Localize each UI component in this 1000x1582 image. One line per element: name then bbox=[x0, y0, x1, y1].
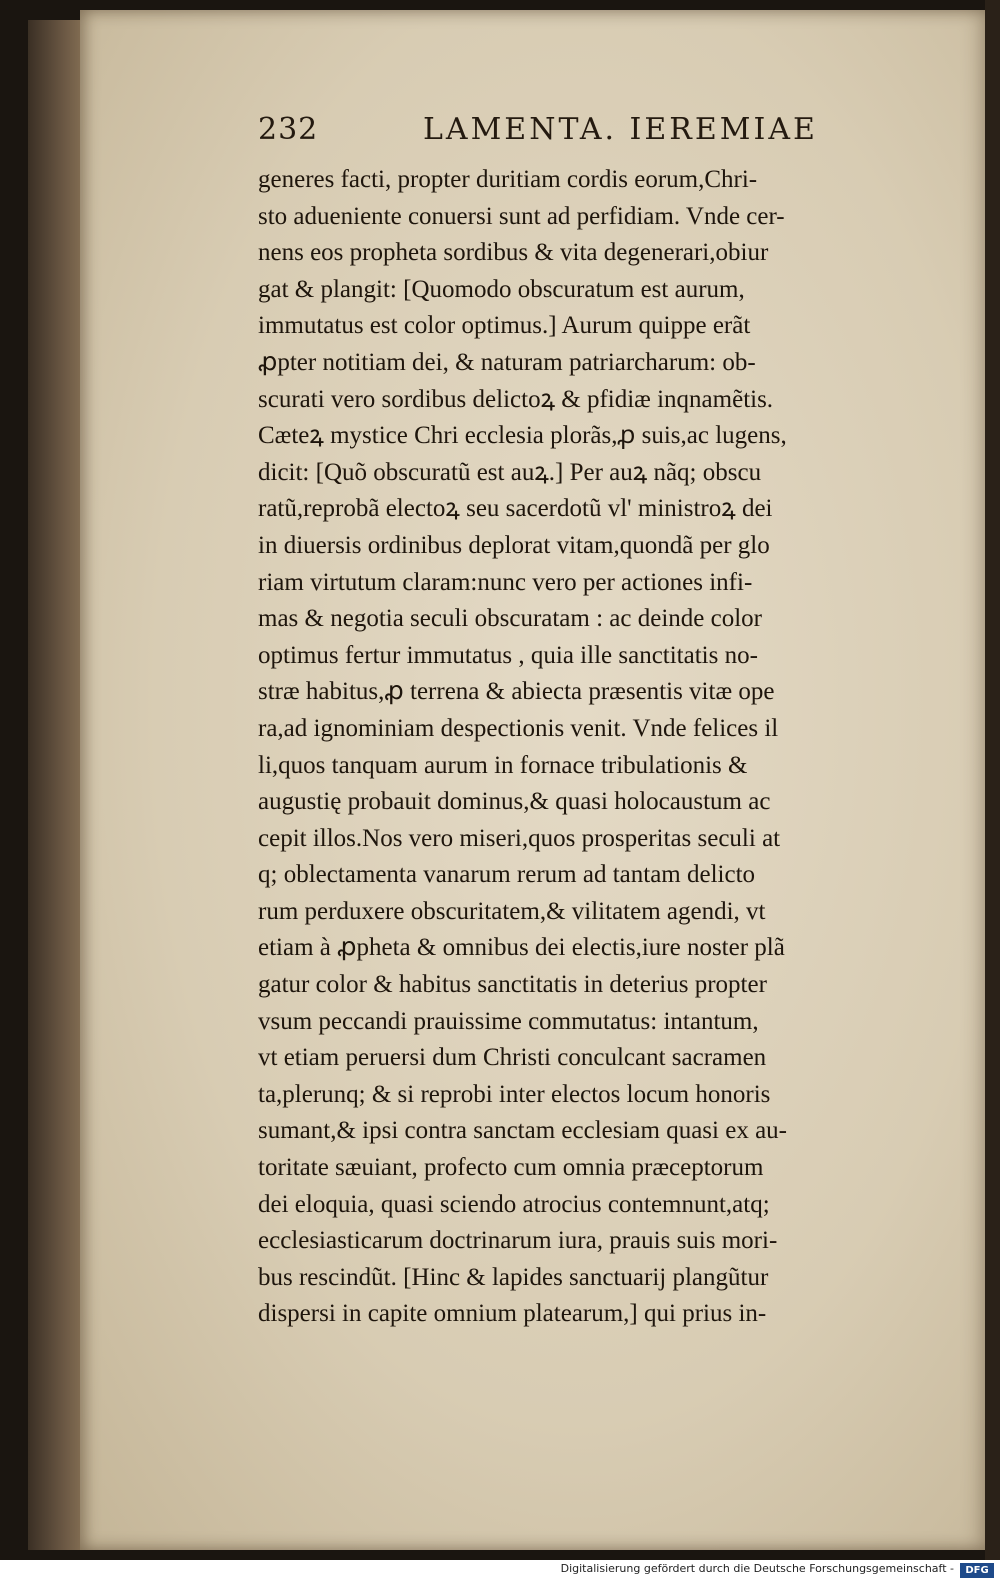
text-line: li,quos tanquam aurum in fornace tribulationis & bbox=[258, 751, 748, 779]
text-line: riam virtutum claram:nunc vero per actiones infi- bbox=[258, 568, 753, 596]
text-line: scurati vero sordibus delictoꝝ & pfidiæ inqnamẽtis. bbox=[258, 385, 774, 413]
text-line: dispersi in capite omnium platearum,] qui prius in- bbox=[258, 1300, 767, 1328]
dfg-logo: DFG bbox=[960, 1563, 994, 1578]
text-line: etiam à ꝓpheta & omnibus dei electis,iure noster plã bbox=[258, 934, 785, 962]
text-line: ra,ad ignominiam despectionis venit. Vnde felices il bbox=[258, 714, 779, 742]
text-line: in diuersis ordinibus deplorat vitam,quondã per glo bbox=[258, 531, 770, 559]
text-line: augustię probauit dominus,& quasi holocaustum ac bbox=[258, 788, 771, 816]
text-line: mas & negotia seculi obscuratam : ac deinde color bbox=[258, 605, 762, 633]
text-line: vsum peccandi prauissime commutatus: intantum, bbox=[258, 1007, 759, 1035]
funding-credit: Digitalisierung gefördert durch die Deutsche Forschungsgemeinschaft - bbox=[560, 1562, 954, 1575]
text-line: vt etiam peruersi dum Christi conculcant sacramen bbox=[258, 1044, 767, 1072]
text-line: ecclesiasticarum doctrinarum iura, prauis suis mori- bbox=[258, 1227, 778, 1255]
book-edge-right bbox=[985, 0, 1000, 1560]
text-line: gatur color & habitus sanctitatis in deterius propter bbox=[258, 971, 767, 999]
text-line: optimus fertur immutatus , quia ille sanctitatis no- bbox=[258, 641, 758, 669]
text-line: toritate sæuiant, profecto cum omnia præceptorum bbox=[258, 1154, 764, 1182]
text-line: nens eos propheta sordibus & vita degenerari,obiur bbox=[258, 239, 769, 267]
text-line: cepit illos.Nos vero miseri,quos prosperitas seculi at bbox=[258, 824, 781, 852]
text-line: gat & plangit: [Quomodo obscuratum est aurum, bbox=[258, 275, 745, 303]
text-line: immutatus est color optimus.] Aurum quippe erãt bbox=[258, 312, 751, 340]
page-number: 232 bbox=[258, 112, 319, 147]
text-line: generes facti, propter duritiam cordis eorum,Chri- bbox=[258, 166, 758, 193]
text-line: q; oblectamenta vanarum rerum ad tantam delicto bbox=[258, 861, 756, 889]
text-line: ꝓpter notitiam dei, & naturam patriarcharum: ob- bbox=[258, 348, 756, 376]
text-line: ratũ,reprobã electoꝝ seu sacerdotũ vl' ministroꝝ dei bbox=[258, 495, 773, 523]
text-line: sumant,& ipsi contra sanctam ecclesiam quasi ex au- bbox=[258, 1117, 787, 1145]
text-line: ta,plerunq; & si reprobi inter electos locum honoris bbox=[258, 1080, 771, 1108]
book-edge-left bbox=[28, 20, 88, 1550]
running-title: LAMENTA. IEREMIAE bbox=[423, 112, 818, 147]
page-header bbox=[258, 112, 878, 152]
body-text bbox=[258, 162, 958, 1333]
text-line: dicit: [Quõ obscuratũ est auꝝ.] Per auꝝ nãq; obscu bbox=[258, 458, 762, 486]
text-line: dei eloquia, quasi sciendo atrocius contemnunt,atq; bbox=[258, 1190, 770, 1218]
text-line: stræ habitus,ꝓ terrena & abiecta præsentis vitæ ope bbox=[258, 678, 775, 706]
text-line: Cæteꝝ mystice Chri ecclesia plorãs,ꝓ suis,ac lugens, bbox=[258, 422, 787, 450]
text-line: bus rescindũt. [Hinc & lapides sanctuarij plangũtur bbox=[258, 1263, 769, 1291]
text-line: sto adueniente conuersi sunt ad perfidiam. Vnde cer- bbox=[258, 202, 785, 230]
text-line: rum perduxere obscuritatem,& vilitatem agendi, vt bbox=[258, 897, 766, 925]
footer-bar bbox=[0, 1560, 1000, 1582]
